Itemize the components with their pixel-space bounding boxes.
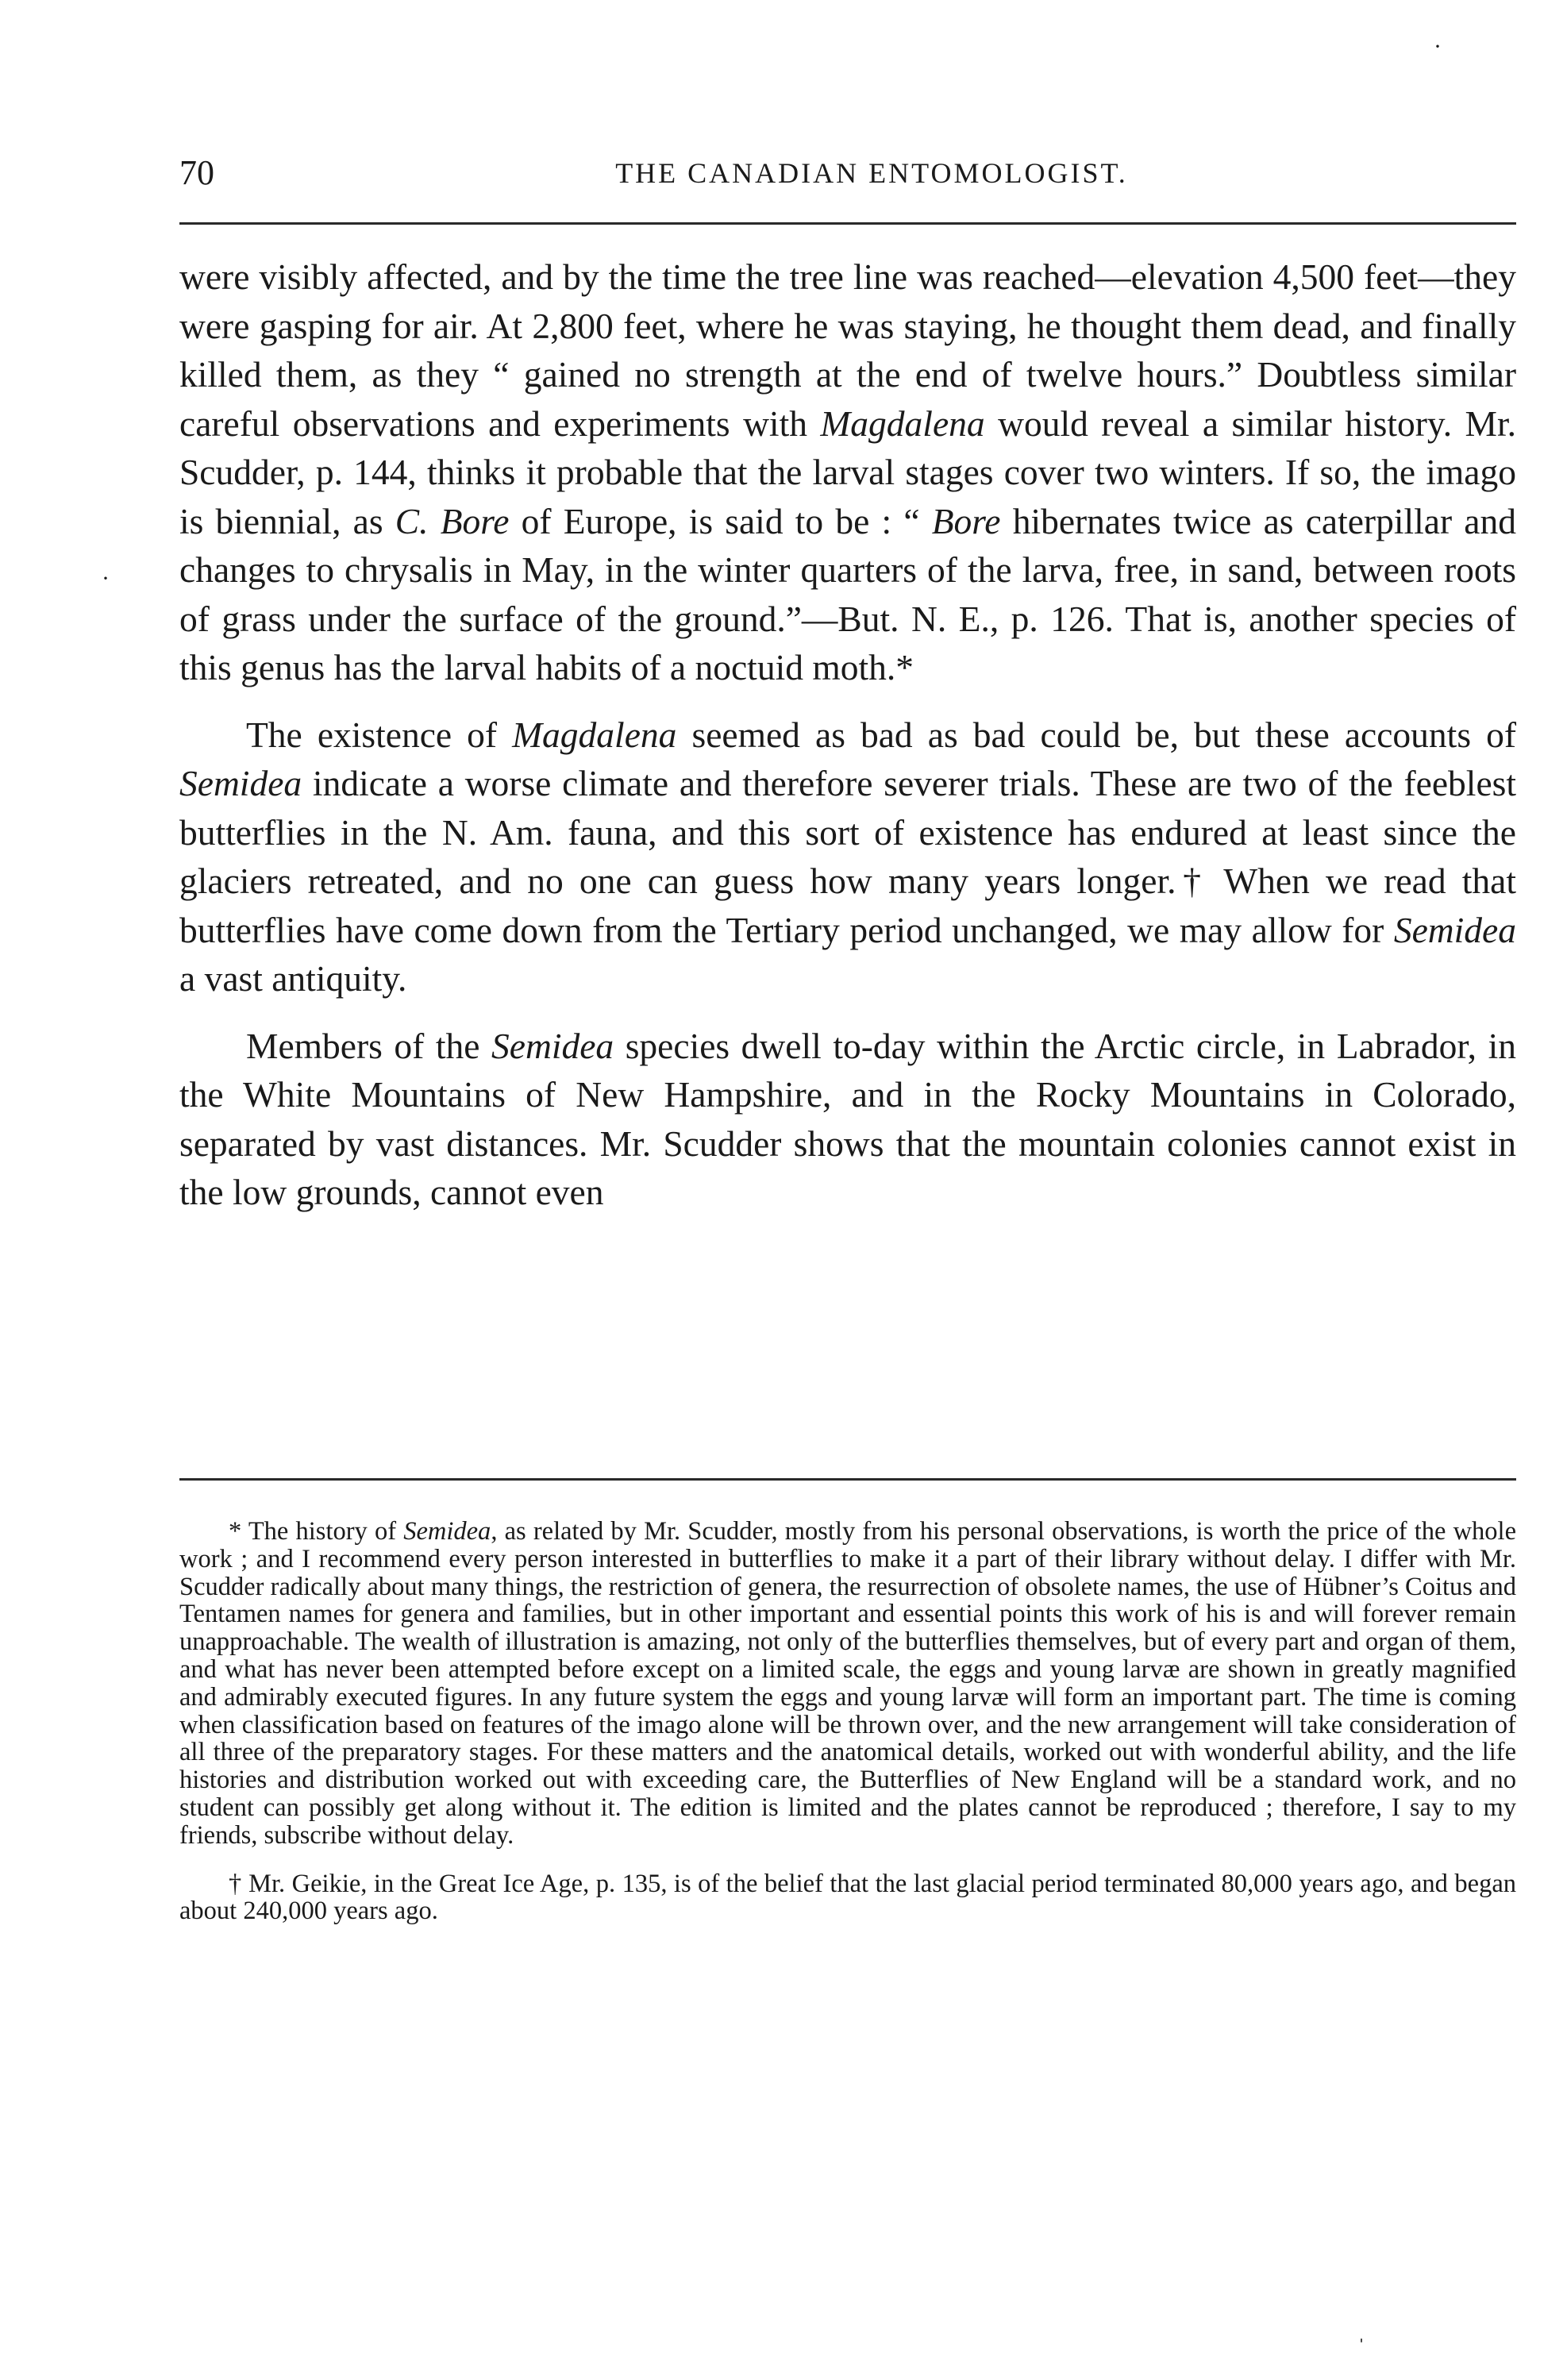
stray-mark-margin: · [102, 565, 110, 591]
paragraph-1 [179, 252, 1516, 692]
italic-term: Bore [931, 500, 1001, 541]
text-run: species dwell to-day within the Arctic circle, in Labrador, in the White Mountains of New Hampshire, and in the Rocky Mountains in Colorado, separated by vast distances. Mr. Scudder shows that the mountain colonies cannot exist in the low grounds, cannot even [179, 1025, 1516, 1212]
italic-term: Magdalena [512, 714, 677, 755]
stray-mark-top: · [1434, 33, 1442, 60]
text-run: were visibly affected, and by the time the tree line was reached—elevation 4,500 feet—they were gasping for air. At 2,800 feet, where he was staying, he thought them dead, and finally killed them, as they “ gained no strength at the end of twelve hours.” Doubtless similar careful observations and experiments with [179, 256, 1516, 444]
running-head [179, 149, 1516, 197]
stray-mark-bottom: ˌ [1357, 2316, 1365, 2343]
text-run: seemed as bad as bad could be, but these accounts of [676, 714, 1517, 755]
paragraph-2 [179, 711, 1516, 1003]
page-number: 70 [179, 153, 214, 192]
journal-title: THE CANADIAN ENTOMOLOGIST. [615, 157, 1128, 189]
text-run: a vast antiquity. [179, 958, 407, 999]
footnote-1 [179, 1518, 1516, 1850]
text-run: Members of the [246, 1025, 492, 1066]
italic-term: Semidea [1393, 909, 1516, 950]
main-text [179, 252, 1516, 1217]
text-run: indicate a worse climate and therefore severer trials. These are two of the feeblest butterflies in the N. Am. fauna, and this sort of existence has endured at least since the glaciers retreated, and no one can guess how many years longer.† When we read that butterflies have come down from the Tertiary period unchanged, we may allow for [179, 763, 1516, 950]
italic-term: Semidea [491, 1025, 614, 1066]
footnotes [179, 1518, 1516, 1925]
italic-term: Semidea [179, 763, 302, 803]
text-run: , as related by Mr. Scudder, mostly from his personal observations, is worth the price of the whole work ; and I recommend every person interested in butterflies to make it a part of their library without delay. I differ with Mr. Scudder radically about many things, the restriction of genera, the resurrection of obsolete names, the use of Hübner’s Coitus and Tentamen names for genera and families, but in other important and essential points this work of his is and will forever remain unapproachable. The wealth of illustration is amazing, not only of the butterflies themselves, but of every part and organ of them, and what has never been attempted before except on a limited scale, the eggs and young larvæ are shown in greatly magnified and admirably executed figures. In any future system the eggs and young larvæ will form an important part. The time is coming when classification based on features of the imago alone will be thrown over, and the new arrangement will take consideration of all three of the preparatory stages. For these matters and the anatomical details, worked out with wonderful ability, and the life histories and distribution worked out with exceeding care, the Butterflies of New England will be a standard work, and no student can possibly get along without it. The edition is limited and the plates cannot be reproduced ; therefore, I say to my friends, subscribe without delay. [179, 1517, 1516, 1850]
italic-term: Magdalena [820, 402, 985, 444]
text-run: * The history of [229, 1517, 404, 1546]
text-run: hibernates twice as caterpillar and changes to chrysalis in May, in the winter quarters of the larva, free, in sand, between roots of grass under the surface of the ground.”—But. N. E., p. 126. That is, another species of this genus has the larval habits of a noctuid moth.* [179, 500, 1516, 687]
italic-term: Semidea [403, 1517, 491, 1546]
paragraph-3 [179, 1022, 1516, 1217]
text-run: would reveal a similar history. Mr. Scudder, p. 144, thinks it probable that the larval stages cover two winters. If so, the imago is biennial, as [179, 402, 1516, 541]
header-rule [179, 222, 1516, 225]
footnote-rule [179, 1478, 1516, 1481]
footnote-2 [179, 1870, 1516, 1926]
text-run: † Mr. Geikie, in the Great Ice Age, p. 135, is of the belief that the last glacial period terminated 80,000 years ago, and began about 240,000 years ago. [179, 1869, 1516, 1926]
text-run: The existence of [246, 714, 513, 755]
text-run: of Europe, is said to be : “ [509, 500, 932, 541]
italic-term: C. Bore [395, 500, 510, 541]
